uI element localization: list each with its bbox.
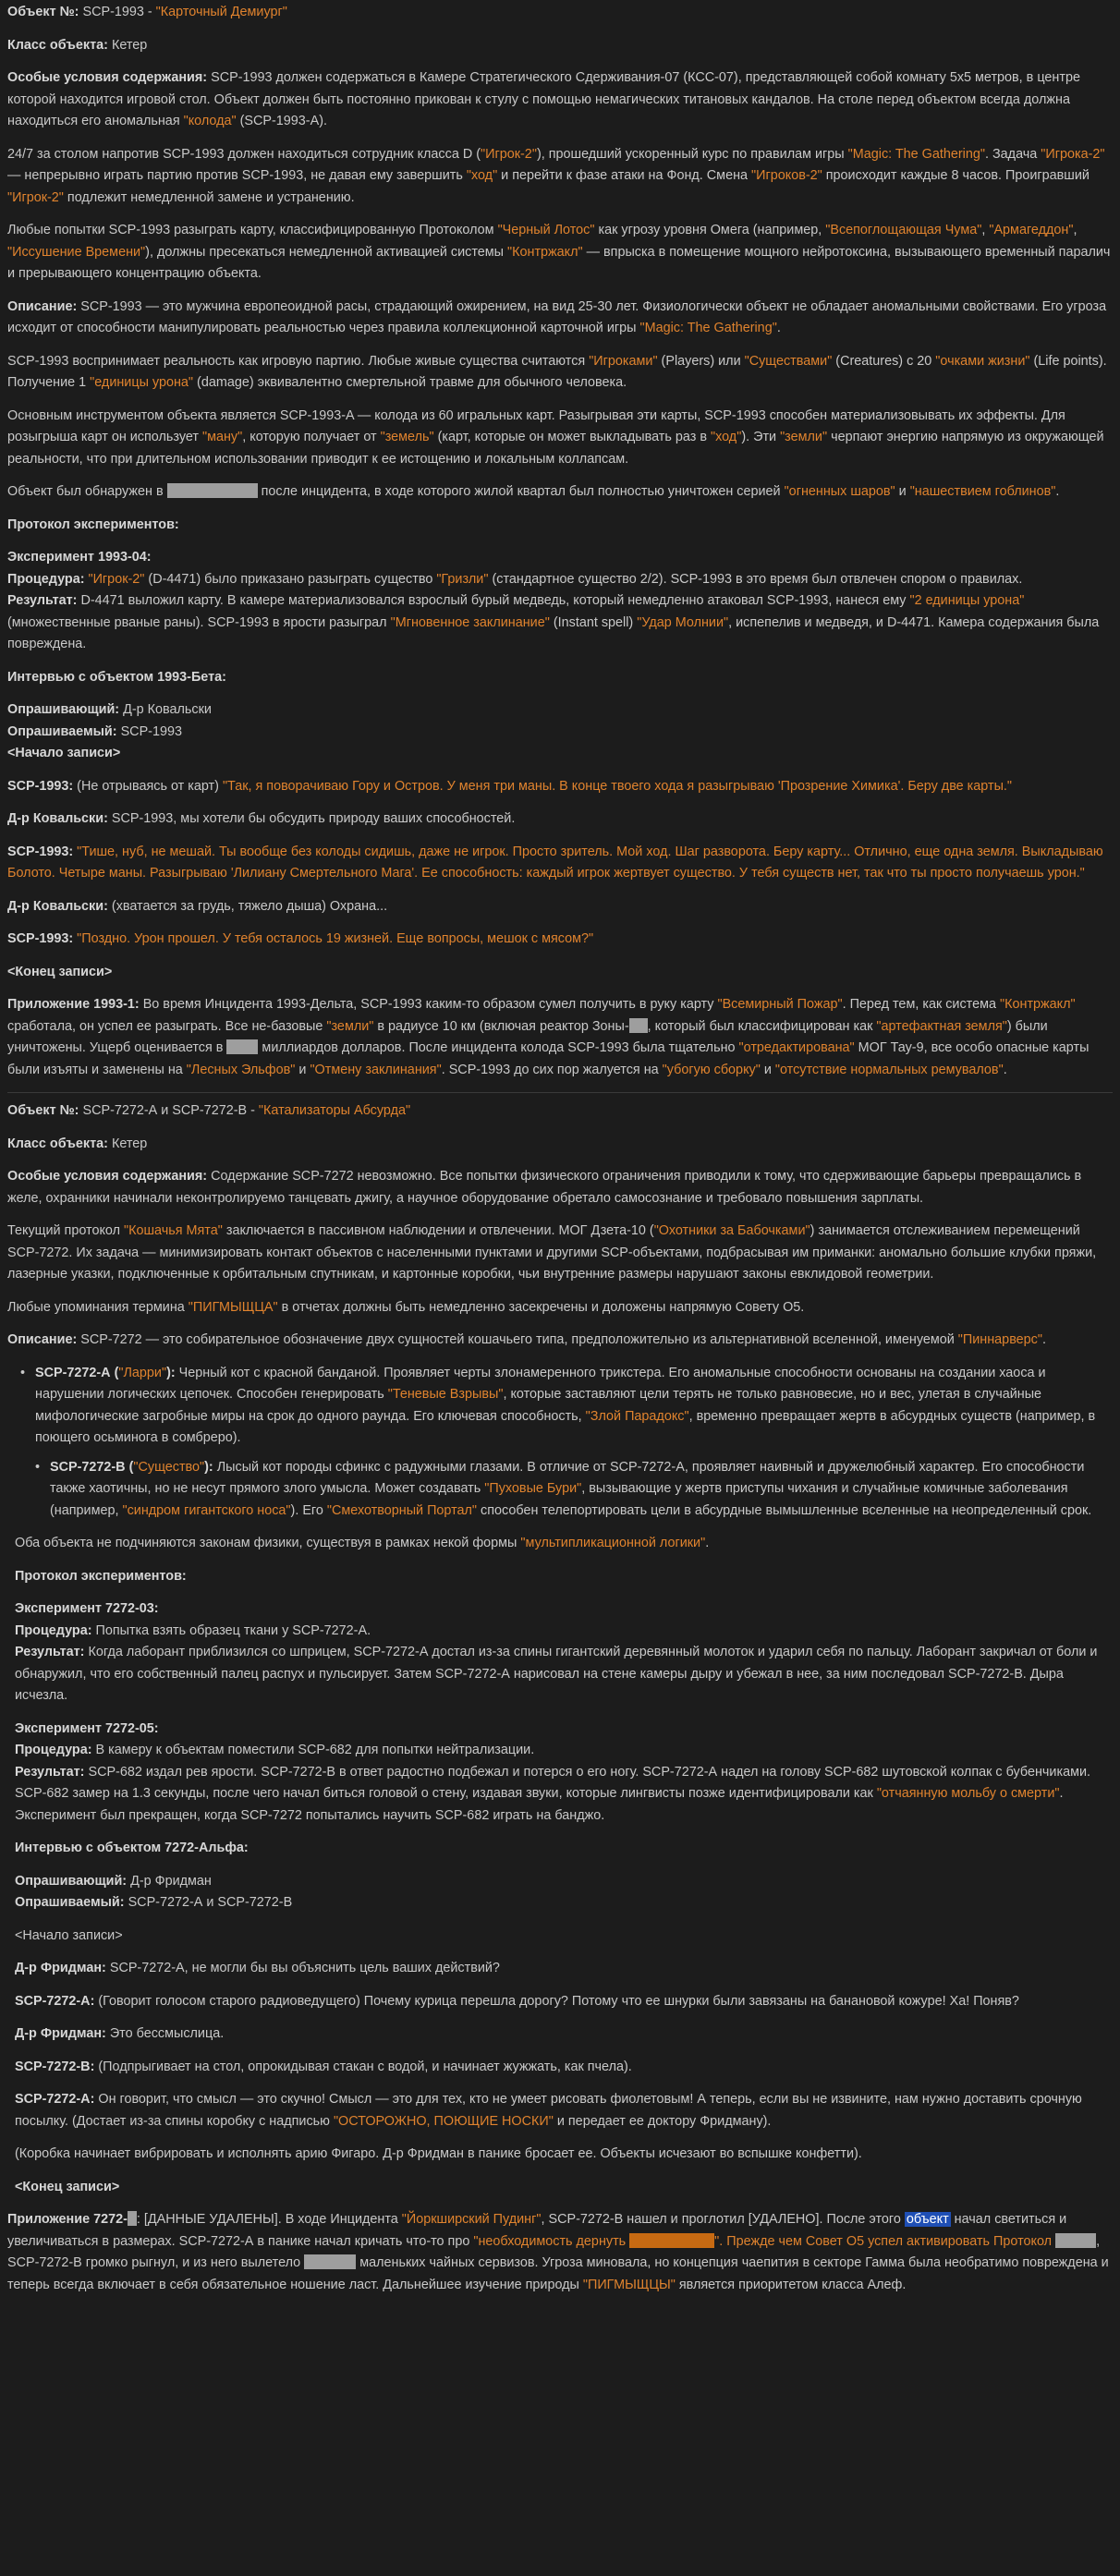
section-divider <box>7 1092 1113 1093</box>
record-start: <Начало записи> <box>7 746 121 760</box>
interviewer: Опрашивающий: Д-р Ковальски <box>7 702 212 717</box>
interview-line: (Коробка начинает вибрировать и исполнять арию Фигаро. Д-р Фридман в панике бросает ее. Объекты исчезают во вспышке конфетти). <box>15 2146 862 2161</box>
record-end: <Конец записи> <box>15 2179 120 2194</box>
description: Описание: SCP-1993 — это мужчина европеоидной расы, страдающий ожирением, на вид 25-30 лет. Физиологически объект не обладает аномальными свойствами. Его угроза исходит от способности манипулировать реальностью через правила коллекционной карточной игры "Magic: The Gathering". <box>7 298 1107 335</box>
experiment-procedure: Процедура: "Игрок-2" (D-4471) было приказано разыграть существо "Гризли" (стандартное существо 2/2). SCP-1993 в это время был отвлечен спором о правилах. <box>7 571 1023 587</box>
entity-list <box>7 1363 1113 1523</box>
interview-line: Д-р Фридман: SCP-7272-А, не могли бы вы объяснить цель ваших действий? <box>15 1961 500 1975</box>
description-paragraph: Оба объекта не подчиняются законам физики, существуя в рамках некой формы "мультипликационной логики". <box>15 1536 710 1550</box>
description-paragraph: Объект был обнаружен в после инцидента, в ходе которого жилой квартал был полностью уничтожен серией "огненных шаров" и "нашествием гоблинов". <box>7 484 1060 499</box>
description-paragraph: SCP-1993 воспринимает реальность как игровую партию. Любые живые существа считаются "Игроками" (Players) или "Существами" (Creatures) с 20 "очками жизни" (Life points). Получение 1 "единицы урона" (damage) эквивалентно смертельной травме для обычного человека. <box>7 353 1107 390</box>
redacted-block <box>629 2233 714 2248</box>
interview-title: Интервью с объектом 1993-Бета: <box>7 669 226 685</box>
interview-line: SCP-7272-В: (Подпрыгивает на стол, опрокидывая стакан с водой, и начинает жужжать, как пчела). <box>15 2059 632 2074</box>
addendum: Приложение 1993-1: Во время Инцидента 1993-Дельта, SCP-1993 каким-то образом сумел получить в руку карту "Всемирный Пожар". Перед тем, как система "Контржакл" сработала, он успел ее разыграть. Все не-базовые "земли" в радиусе 10 км (включая реактор Зоны- , который был классифицирован как "артефактная земля") были уничтожены. Ущерб оценивается в миллиардов долларов. После инцидента колода SCP-1993 была тщательно "отредактирована" МОГ Тау-9, все особо опасные карты были изъяты и заменены на "Лесных Эльфов" и "Отмену заклинания". SCP-1993 до сих пор жалуется на "убогую сборку" и "отсутствие нормальных ремувалов". <box>7 997 1090 1077</box>
interviewee: Опрашиваемый: SCP-1993 <box>7 723 182 739</box>
experiment-title: Эксперимент 7272-05: <box>15 1720 159 1736</box>
experiment-result: Результат: D-4471 выложил карту. В камере материализовался взрослый бурый медведь, который немедленно атаковал SCP-1993, нанеся ему "2 единицы урона" (множественные рваные раны). SCP-1993 в ярости разыграл "Мгновенное заклинание" (Instant spell) "Удар Молнии", испепелив и медведя, и D-4471. Камера содержания была повреждена. <box>7 593 1100 651</box>
interview-line: Д-р Ковальски: SCP-1993, мы хотели бы обсудить природу ваших способностей. <box>7 811 516 826</box>
interview-line: SCP-1993: "Поздно. Урон прошел. У тебя осталось 19 жизней. Еще вопросы, мешок с мясом?" <box>7 931 594 946</box>
object-class: Класс объекта: Кетер <box>7 37 148 53</box>
record-start: <Начало записи> <box>15 1927 123 1943</box>
addendum: Приложение 7272- : [ДАННЫЕ УДАЛЕНЫ]. В ходе Инцидента "Йоркширский Пудинг", SCP-7272-В нашел и проглотил [УДАЛЕНО]. После этого объект начал светиться и увеличиваться в размерах. SCP-7272-А в панике начал кричать что-то про "необходимость дернуть ". Прежде чем Совет О5 успел активировать Протокол , SCP-7272-В громко рыгнул, и из него вылетело маленьких чайных сервизов. Угроза миновала, но концепция чаепития в секторе Гамма была необратимо повреждена и теперь всегда включает в себя обязательное ношение ласт. Дальнейшее изучение природы "ПИГМЫЩЦЫ" является приоритетом класса Алеф. <box>7 2212 1109 2292</box>
description-paragraph: Основным инструментом объекта является SCP-1993-A — колода из 60 игральных карт. Разыгрывая эти карты, SCP-1993 способен материализовывать их эффекты. Для розыгрыша карт он использует "ману", которую получает от "земель" (карт, которые он может выкладывать раз в "ход"). Эти "земли" черпают энергию напрямую из окружающей реальности, что при длительном использовании приводит к ее истощению и локальным коллапсам. <box>7 407 1104 467</box>
selected-text[interactable]: объект <box>906 2212 949 2227</box>
object-class: Класс объекта: Кетер <box>7 1136 148 1151</box>
interview-line: Д-р Ковальски: (хватается за грудь, тяжело дыша) Охрана... <box>7 898 388 914</box>
interview-line: Д-р Фридман: Это бессмыслица. <box>15 2026 225 2041</box>
containment-procedures: Особые условия содержания: Содержание SCP-7272 невозможно. Все попытки физического ограничения приводили к тому, что сдерживающие барьеры превращались в желе, охранники начинали неконтролируемо танцевать джигу, а научное оборудование обретало самосознание и требовало повышения зарплаты. <box>7 1169 1082 1206</box>
containment-paragraph: Любые попытки SCP-1993 разыграть карту, классифицированную Протоколом "Черный Лотос" как угрозу уровня Омега (например, "Всепоглощающая Чума", "Армагеддон", "Иссушение Времени"), должны пресекаться немедленной активацией системы "Контржакл" — впрыска в помещение мощного нейротоксина, вызывающего временный паралич и прерывающего концентрацию объекта. <box>7 223 1111 281</box>
interview-line: SCP-7272-А: (Говорит голосом старого радиоведущего) Почему курица перешла дорогу? Потому что ее шнурки были завязаны на банановой кожуре! Ха! Поняв? <box>15 1993 1019 2009</box>
experiment-procedure: Процедура: В камеру к объектам поместили SCP-682 для попытки нейтрализации. <box>15 1743 535 1757</box>
experiment-result: Результат: Когда лаборант приблизился со шприцем, SCP-7272-А достал из-за спины гигантский деревянный молоток и ударил себя по пальцу. Лаборант закричал от боли и обнаружил, что его собственный палец распух и пульсирует. Затем SCP-7272-А нарисовал на стене камеры дыру и убежал в нее, за ним последовал SCP-7272-В. Дыра исчезла. <box>15 1645 1098 1703</box>
redacted-block <box>629 1018 648 1033</box>
interview-line: SCP-1993: (Не отрываясь от карт) "Так, я поворачиваю Гору и Остров. У меня три маны. В конце твоего хода я разыгрываю 'Прозрение Химика'. Беру две карты." <box>7 778 1013 794</box>
interview-line: SCP-1993: "Тише, нуб, не мешай. Ты вообще без колоды сидишь, даже не игрок. Просто зритель. Мой ход. Шаг разворота. Беру карту... Отлично, еще одна земля. Выкладываю Болото. Четыре маны. Разыгрываю 'Лилиану Смертельного Мага'. Ее способность: каждый игрок жертвует существо. У тебя существ нет, так что ты просто получаешь урон." <box>7 844 1103 881</box>
redacted-block <box>1055 2233 1096 2248</box>
record-end: <Конец записи> <box>7 964 113 979</box>
containment-paragraph: Любые упоминания термина "ПИГМЫЩЦА" в отчетах должны быть немедленно засекречены и доложены напрямую Совету О5. <box>7 1299 805 1315</box>
containment-paragraph: 24/7 за столом напротив SCP-1993 должен находиться сотрудник класса D ("Игрок-2"), прошедший ускоренный курс по правилам игры "Magic: The Gathering". Задача "Игрока-2" — непрерывно играть партию против SCP-1993, не давая ему завершить "ход" и перейти к фазе атаки на Фонд. Смена "Игроков-2" происходит каждые 8 часов. Проигравший "Игрок-2" подлежит немедленной замене и устранению. <box>7 146 1105 205</box>
interview-line: SCP-7272-А: Он говорит, что смысл — это скучно! Смысл — это для тех, кто не умеет рисовать фиолетовым! А теперь, если вы не извините, нам нужно доставить срочную посылку. (Достает из-за спины коробку с надписью "ОСТОРОЖНО, ПОЮЩИЕ НОСКИ" и передает ее доктору Фридману). <box>15 2092 1082 2129</box>
list-item: • SCP-7272-А ("Ларри"): Черный кот с красной банданой. Проявляет черты злонамеренного трикстера. Его аномальные способности основаны на создании хаоса и нарушении логических цепочек. Способен генерировать "Теневые Взрывы", которые заставляют цели терять не только равновесие, но и вес, улетая в случайные мифологические загробные миры на срок до одного раунда. Его ключевая способность, "Злой Парадокс", временно превращает жертв в абсурдных существ (например, в поющего осьминога в сомбреро). <box>35 1363 1113 1450</box>
experiment-title: Эксперимент 1993-04: <box>7 550 152 565</box>
item-number: Объект №: SCP-7272-А и SCP-7272-В - "Катализаторы Абсурда" <box>7 1103 411 1118</box>
list-item: • SCP-7272-В ("Существо"): Лысый кот породы сфинкс с радужными глазами. В отличие от SCP-7272-А, проявляет наивный и дружелюбный характер. Его способности также хаотичны, но не несут прямого злого умысла. Может создавать "Пуховые Бури", вызывающие у жертв приступы чихания и случайные комичные заболевания (например, "синдром гигантского носа"). Его "Смехотворный Портал" способен телепортировать цели в абсурдные вымышленные вселенные на неопределенный срок. <box>50 1457 1113 1523</box>
redacted-block <box>167 483 258 498</box>
section-heading: Протокол экспериментов: <box>15 1568 187 1584</box>
interviewee: Опрашиваемый: SCP-7272-А и SCP-7272-В <box>15 1895 293 1910</box>
item-number: Объект №: SCP-1993 - "Карточный Демиург" <box>7 5 287 19</box>
containment-procedures: Особые условия содержания: SCP-1993 должен содержаться в Камере Стратегического Сдерживания-07 (КСС-07), представляющей собой комнату 5x5 метров, в центре которой находится игровой стол. Объект должен быть постоянно прикован к стулу с помощью немагических титановых кандалов. На столе перед объектом всегда должна находиться его аномальная "колода" (SCP-1993-A). <box>7 70 1080 128</box>
redacted-block <box>226 1039 258 1054</box>
containment-paragraph: Текущий протокол "Кошачья Мята" заключается в пассивном наблюдении и отвлечении. МОГ Дзета-10 ("Охотники за Бабочками") занимается отслеживанием перемещений SCP-7272. Их задача — минимизировать контакт объектов с населенными пунктами и другими SCP-объектами, подбрасывая им приманки: аномально большие клубки пряжи, лазерные указки, подключенные к орбитальным спутникам, и картонные коробки, чьи внутренние размеры нарушают законы евклидовой геометрии. <box>7 1223 1097 1282</box>
interviewer: Опрашивающий: Д-р Фридман <box>15 1873 212 1889</box>
experiment-procedure: Процедура: Попытка взять образец ткани у SCP-7272-А. <box>15 1622 371 1638</box>
experiment-result: Результат: SCP-682 издал рев ярости. SCP-7272-В в ответ радостно подбежал и потерся о его ногу. SCP-7272-А надел на голову SCP-682 шутовской колпак с бубенчиками. SCP-682 замер на 1.3 секунды, после чего начал биться головой о стену, издавая звуки, которые лингвисты позже идентифицировали как "отчаянную мольбу о смерти". Эксперимент был прекращен, когда SCP-7272 попытались научить SCP-682 играть на банджо. <box>15 1764 1091 1823</box>
redacted-block <box>304 2254 356 2269</box>
interview-title: Интервью с объектом 7272-Альфа: <box>15 1841 249 1855</box>
experiment-title: Эксперимент 7272-03: <box>15 1601 159 1616</box>
redacted-block <box>128 2211 137 2226</box>
description: Описание: SCP-7272 — это собирательное обозначение двух сущностей кошачьего типа, предположительно из альтернативной вселенной, именуемой "Пиннарверс". <box>7 1332 1046 1347</box>
section-heading: Протокол экспериментов: <box>7 516 179 532</box>
